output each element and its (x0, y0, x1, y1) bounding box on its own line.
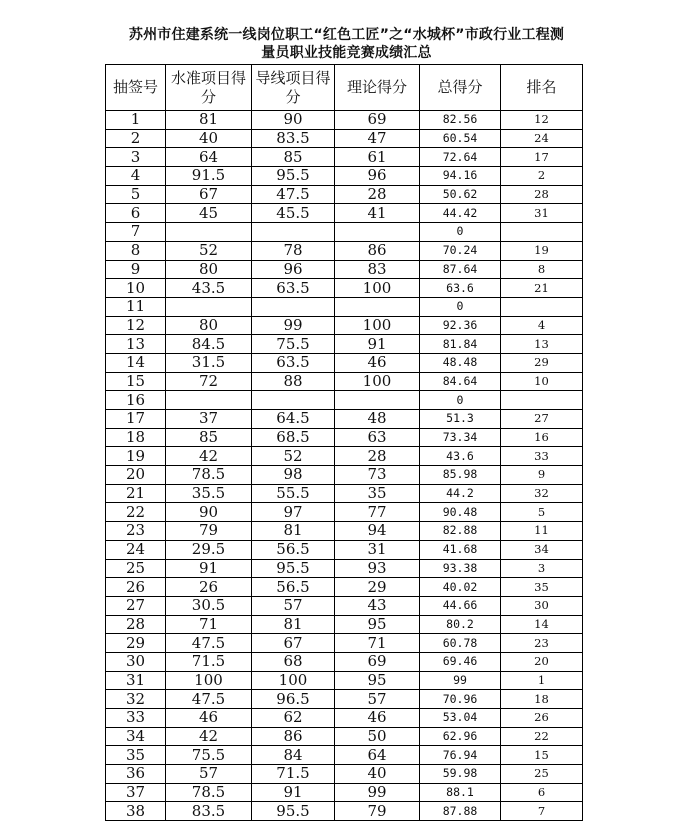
level-score-cell: 30.5 (166, 596, 252, 615)
total-score-cell: 93.38 (420, 559, 501, 578)
header-draw-number: 抽签号 (106, 65, 166, 111)
table-row (106, 335, 583, 354)
total-score-cell: 0 (420, 297, 501, 316)
rank-cell: 10 (501, 372, 583, 391)
traverse-score-cell: 78 (252, 241, 335, 260)
traverse-score-cell: 63.5 (252, 279, 335, 298)
document-title-line-2: 量员职业技能竞赛成绩汇总 (261, 45, 432, 61)
table-row (106, 316, 583, 335)
total-score-cell: 62.96 (420, 727, 501, 746)
traverse-score-cell: 91 (252, 783, 335, 802)
draw-number-cell: 24 (106, 540, 166, 559)
rank-cell: 4 (501, 316, 583, 335)
level-score-cell: 42 (166, 447, 252, 466)
level-score-cell: 75.5 (166, 746, 252, 765)
traverse-score-cell: 45.5 (252, 204, 335, 223)
traverse-score-cell (252, 391, 335, 410)
total-score-cell: 60.54 (420, 129, 501, 148)
draw-number-cell: 10 (106, 279, 166, 298)
total-score-cell: 76.94 (420, 746, 501, 765)
traverse-score-cell: 75.5 (252, 335, 335, 354)
level-score-cell: 47.5 (166, 690, 252, 709)
total-score-cell: 44.66 (420, 596, 501, 615)
table-row (106, 148, 583, 167)
level-score-cell (166, 223, 252, 242)
draw-number-cell: 33 (106, 709, 166, 728)
theory-score-cell (335, 223, 420, 242)
traverse-score-cell: 52 (252, 447, 335, 466)
rank-cell: 34 (501, 540, 583, 559)
theory-score-cell: 69 (335, 111, 420, 130)
table-row (106, 671, 583, 690)
theory-score-cell: 93 (335, 559, 420, 578)
total-score-cell: 53.04 (420, 709, 501, 728)
theory-score-cell: 91 (335, 335, 420, 354)
draw-number-cell: 26 (106, 578, 166, 597)
total-score-cell: 60.78 (420, 634, 501, 653)
traverse-score-cell (252, 223, 335, 242)
level-score-cell: 45 (166, 204, 252, 223)
table-row (106, 522, 583, 541)
rank-cell: 30 (501, 596, 583, 615)
table-row (106, 765, 583, 784)
theory-score-cell: 28 (335, 447, 420, 466)
total-score-cell: 44.42 (420, 204, 501, 223)
rank-cell: 32 (501, 484, 583, 503)
level-score-cell: 100 (166, 671, 252, 690)
table-row (106, 578, 583, 597)
traverse-score-cell: 96 (252, 260, 335, 279)
draw-number-cell: 4 (106, 167, 166, 186)
total-score-cell: 70.24 (420, 241, 501, 260)
draw-number-cell: 5 (106, 185, 166, 204)
header-total-score: 总得分 (420, 65, 501, 111)
total-score-cell: 50.62 (420, 185, 501, 204)
traverse-score-cell: 81 (252, 615, 335, 634)
rank-cell: 28 (501, 185, 583, 204)
table-row (106, 746, 583, 765)
level-score-cell: 31.5 (166, 353, 252, 372)
table-row (106, 428, 583, 447)
table-row (106, 596, 583, 615)
traverse-score-cell: 95.5 (252, 802, 335, 821)
table-row (106, 783, 583, 802)
rank-cell: 13 (501, 335, 583, 354)
draw-number-cell: 1 (106, 111, 166, 130)
total-score-cell: 72.64 (420, 148, 501, 167)
level-score-cell: 67 (166, 185, 252, 204)
document-title-line-1: 苏州市住建系统一线岗位职工“红色工匠”之“水城杯”市政行业工程测 (128, 27, 565, 43)
total-score-cell: 99 (420, 671, 501, 690)
draw-number-cell: 9 (106, 260, 166, 279)
theory-score-cell: 28 (335, 185, 420, 204)
draw-number-cell: 17 (106, 410, 166, 429)
total-score-cell: 92.36 (420, 316, 501, 335)
level-score-cell: 90 (166, 503, 252, 522)
draw-number-cell: 32 (106, 690, 166, 709)
traverse-score-cell: 88 (252, 372, 335, 391)
total-score-cell: 81.84 (420, 335, 501, 354)
rank-cell (501, 391, 583, 410)
rank-cell: 19 (501, 241, 583, 260)
traverse-score-cell: 62 (252, 709, 335, 728)
theory-score-cell: 29 (335, 578, 420, 597)
level-score-cell: 29.5 (166, 540, 252, 559)
header-level-score: 水准项目得分 (166, 65, 252, 111)
theory-score-cell: 46 (335, 353, 420, 372)
level-score-cell: 81 (166, 111, 252, 130)
level-score-cell: 57 (166, 765, 252, 784)
level-score-cell: 91 (166, 559, 252, 578)
rank-cell: 9 (501, 466, 583, 485)
draw-number-cell: 6 (106, 204, 166, 223)
rank-cell: 29 (501, 353, 583, 372)
draw-number-cell: 7 (106, 223, 166, 242)
draw-number-cell: 18 (106, 428, 166, 447)
rank-cell: 31 (501, 204, 583, 223)
total-score-cell: 40.02 (420, 578, 501, 597)
level-score-cell (166, 297, 252, 316)
traverse-score-cell: 95.5 (252, 167, 335, 186)
level-score-cell: 71.5 (166, 652, 252, 671)
theory-score-cell: 63 (335, 428, 420, 447)
traverse-score-cell: 98 (252, 466, 335, 485)
theory-score-cell (335, 391, 420, 410)
total-score-cell: 63.6 (420, 279, 501, 298)
theory-score-cell: 77 (335, 503, 420, 522)
traverse-score-cell: 84 (252, 746, 335, 765)
draw-number-cell: 34 (106, 727, 166, 746)
total-score-cell: 80.2 (420, 615, 501, 634)
rank-cell: 33 (501, 447, 583, 466)
theory-score-cell: 95 (335, 615, 420, 634)
rank-cell: 7 (501, 802, 583, 821)
draw-number-cell: 21 (106, 484, 166, 503)
level-score-cell: 43.5 (166, 279, 252, 298)
level-score-cell: 40 (166, 129, 252, 148)
rank-cell: 35 (501, 578, 583, 597)
total-score-cell: 88.1 (420, 783, 501, 802)
draw-number-cell: 30 (106, 652, 166, 671)
table-row (106, 410, 583, 429)
draw-number-cell: 29 (106, 634, 166, 653)
rank-cell: 26 (501, 709, 583, 728)
table-row (106, 540, 583, 559)
draw-number-cell: 31 (106, 671, 166, 690)
draw-number-cell: 3 (106, 148, 166, 167)
draw-number-cell: 37 (106, 783, 166, 802)
draw-number-cell: 19 (106, 447, 166, 466)
rank-cell: 25 (501, 765, 583, 784)
rank-cell: 1 (501, 671, 583, 690)
level-score-cell: 80 (166, 260, 252, 279)
table-row (106, 297, 583, 316)
draw-number-cell: 22 (106, 503, 166, 522)
traverse-score-cell (252, 297, 335, 316)
level-score-cell: 84.5 (166, 335, 252, 354)
theory-score-cell: 79 (335, 802, 420, 821)
total-score-cell: 69.46 (420, 652, 501, 671)
rank-cell: 24 (501, 129, 583, 148)
traverse-score-cell: 83.5 (252, 129, 335, 148)
rank-cell: 2 (501, 167, 583, 186)
traverse-score-cell: 68.5 (252, 428, 335, 447)
table-header-row (106, 65, 583, 111)
total-score-cell: 51.3 (420, 410, 501, 429)
table-row (106, 353, 583, 372)
table-row (106, 167, 583, 186)
theory-score-cell: 48 (335, 410, 420, 429)
traverse-score-cell: 68 (252, 652, 335, 671)
draw-number-cell: 20 (106, 466, 166, 485)
traverse-score-cell: 47.5 (252, 185, 335, 204)
total-score-cell: 0 (420, 391, 501, 410)
traverse-score-cell: 56.5 (252, 578, 335, 597)
theory-score-cell: 57 (335, 690, 420, 709)
level-score-cell: 71 (166, 615, 252, 634)
rank-cell: 6 (501, 783, 583, 802)
rank-cell: 27 (501, 410, 583, 429)
theory-score-cell: 71 (335, 634, 420, 653)
rank-cell: 14 (501, 615, 583, 634)
draw-number-cell: 15 (106, 372, 166, 391)
theory-score-cell: 47 (335, 129, 420, 148)
total-score-cell: 87.88 (420, 802, 501, 821)
theory-score-cell: 73 (335, 466, 420, 485)
theory-score-cell: 41 (335, 204, 420, 223)
rank-cell: 21 (501, 279, 583, 298)
rank-cell: 12 (501, 111, 583, 130)
draw-number-cell: 11 (106, 297, 166, 316)
table-row (106, 391, 583, 410)
rank-cell: 16 (501, 428, 583, 447)
level-score-cell: 80 (166, 316, 252, 335)
traverse-score-cell: 99 (252, 316, 335, 335)
total-score-cell: 84.64 (420, 372, 501, 391)
total-score-cell: 82.56 (420, 111, 501, 130)
traverse-score-cell: 86 (252, 727, 335, 746)
traverse-score-cell: 57 (252, 596, 335, 615)
draw-number-cell: 12 (106, 316, 166, 335)
theory-score-cell: 100 (335, 372, 420, 391)
level-score-cell: 72 (166, 372, 252, 391)
traverse-score-cell: 100 (252, 671, 335, 690)
table-row (106, 260, 583, 279)
theory-score-cell: 31 (335, 540, 420, 559)
table-row (106, 634, 583, 653)
score-table (105, 64, 583, 821)
draw-number-cell: 27 (106, 596, 166, 615)
rank-cell: 8 (501, 260, 583, 279)
table-row (106, 484, 583, 503)
table-row (106, 241, 583, 260)
theory-score-cell: 100 (335, 316, 420, 335)
table-row (106, 559, 583, 578)
table-row (106, 466, 583, 485)
total-score-cell: 90.48 (420, 503, 501, 522)
traverse-score-cell: 85 (252, 148, 335, 167)
level-score-cell: 35.5 (166, 484, 252, 503)
theory-score-cell: 69 (335, 652, 420, 671)
total-score-cell: 94.16 (420, 167, 501, 186)
table-row (106, 204, 583, 223)
total-score-cell: 43.6 (420, 447, 501, 466)
table-row (106, 727, 583, 746)
draw-number-cell: 14 (106, 353, 166, 372)
rank-cell (501, 223, 583, 242)
theory-score-cell: 46 (335, 709, 420, 728)
draw-number-cell: 35 (106, 746, 166, 765)
theory-score-cell: 95 (335, 671, 420, 690)
theory-score-cell: 43 (335, 596, 420, 615)
traverse-score-cell: 64.5 (252, 410, 335, 429)
header-traverse-score: 导线项目得分 (252, 65, 335, 111)
theory-score-cell: 96 (335, 167, 420, 186)
draw-number-cell: 8 (106, 241, 166, 260)
total-score-cell: 73.34 (420, 428, 501, 447)
traverse-score-cell: 97 (252, 503, 335, 522)
level-score-cell: 26 (166, 578, 252, 597)
level-score-cell: 37 (166, 410, 252, 429)
header-theory-score: 理论得分 (335, 65, 420, 111)
level-score-cell: 64 (166, 148, 252, 167)
draw-number-cell: 2 (106, 129, 166, 148)
table-row (106, 615, 583, 634)
table-row (106, 652, 583, 671)
total-score-cell: 48.48 (420, 353, 501, 372)
theory-score-cell: 86 (335, 241, 420, 260)
total-score-cell: 0 (420, 223, 501, 242)
draw-number-cell: 25 (106, 559, 166, 578)
traverse-score-cell: 63.5 (252, 353, 335, 372)
total-score-cell: 44.2 (420, 484, 501, 503)
level-score-cell (166, 391, 252, 410)
table-row (106, 279, 583, 298)
draw-number-cell: 13 (106, 335, 166, 354)
table-row (106, 447, 583, 466)
draw-number-cell: 16 (106, 391, 166, 410)
rank-cell: 18 (501, 690, 583, 709)
traverse-score-cell: 67 (252, 634, 335, 653)
traverse-score-cell: 56.5 (252, 540, 335, 559)
theory-score-cell: 94 (335, 522, 420, 541)
total-score-cell: 41.68 (420, 540, 501, 559)
rank-cell: 17 (501, 148, 583, 167)
rank-cell: 3 (501, 559, 583, 578)
traverse-score-cell: 96.5 (252, 690, 335, 709)
rank-cell: 22 (501, 727, 583, 746)
table-row (106, 129, 583, 148)
total-score-cell: 82.88 (420, 522, 501, 541)
theory-score-cell: 83 (335, 260, 420, 279)
total-score-cell: 85.98 (420, 466, 501, 485)
theory-score-cell: 99 (335, 783, 420, 802)
theory-score-cell: 100 (335, 279, 420, 298)
traverse-score-cell: 95.5 (252, 559, 335, 578)
table-row (106, 690, 583, 709)
traverse-score-cell: 55.5 (252, 484, 335, 503)
theory-score-cell (335, 297, 420, 316)
traverse-score-cell: 90 (252, 111, 335, 130)
table-row (106, 709, 583, 728)
total-score-cell: 70.96 (420, 690, 501, 709)
theory-score-cell: 61 (335, 148, 420, 167)
theory-score-cell: 64 (335, 746, 420, 765)
level-score-cell: 47.5 (166, 634, 252, 653)
theory-score-cell: 35 (335, 484, 420, 503)
level-score-cell: 85 (166, 428, 252, 447)
table-row (106, 802, 583, 821)
rank-cell: 11 (501, 522, 583, 541)
level-score-cell: 79 (166, 522, 252, 541)
level-score-cell: 78.5 (166, 783, 252, 802)
header-rank: 排名 (501, 65, 583, 111)
table-row (106, 223, 583, 242)
level-score-cell: 42 (166, 727, 252, 746)
traverse-score-cell: 71.5 (252, 765, 335, 784)
level-score-cell: 91.5 (166, 167, 252, 186)
total-score-cell: 87.64 (420, 260, 501, 279)
draw-number-cell: 36 (106, 765, 166, 784)
theory-score-cell: 40 (335, 765, 420, 784)
rank-cell: 20 (501, 652, 583, 671)
table-row (106, 372, 583, 391)
traverse-score-cell: 81 (252, 522, 335, 541)
draw-number-cell: 23 (106, 522, 166, 541)
table-row (106, 185, 583, 204)
rank-cell (501, 297, 583, 316)
table-row (106, 503, 583, 522)
level-score-cell: 83.5 (166, 802, 252, 821)
draw-number-cell: 38 (106, 802, 166, 821)
draw-number-cell: 28 (106, 615, 166, 634)
level-score-cell: 78.5 (166, 466, 252, 485)
table-row (106, 111, 583, 130)
level-score-cell: 52 (166, 241, 252, 260)
rank-cell: 15 (501, 746, 583, 765)
theory-score-cell: 50 (335, 727, 420, 746)
level-score-cell: 46 (166, 709, 252, 728)
rank-cell: 23 (501, 634, 583, 653)
rank-cell: 5 (501, 503, 583, 522)
total-score-cell: 59.98 (420, 765, 501, 784)
